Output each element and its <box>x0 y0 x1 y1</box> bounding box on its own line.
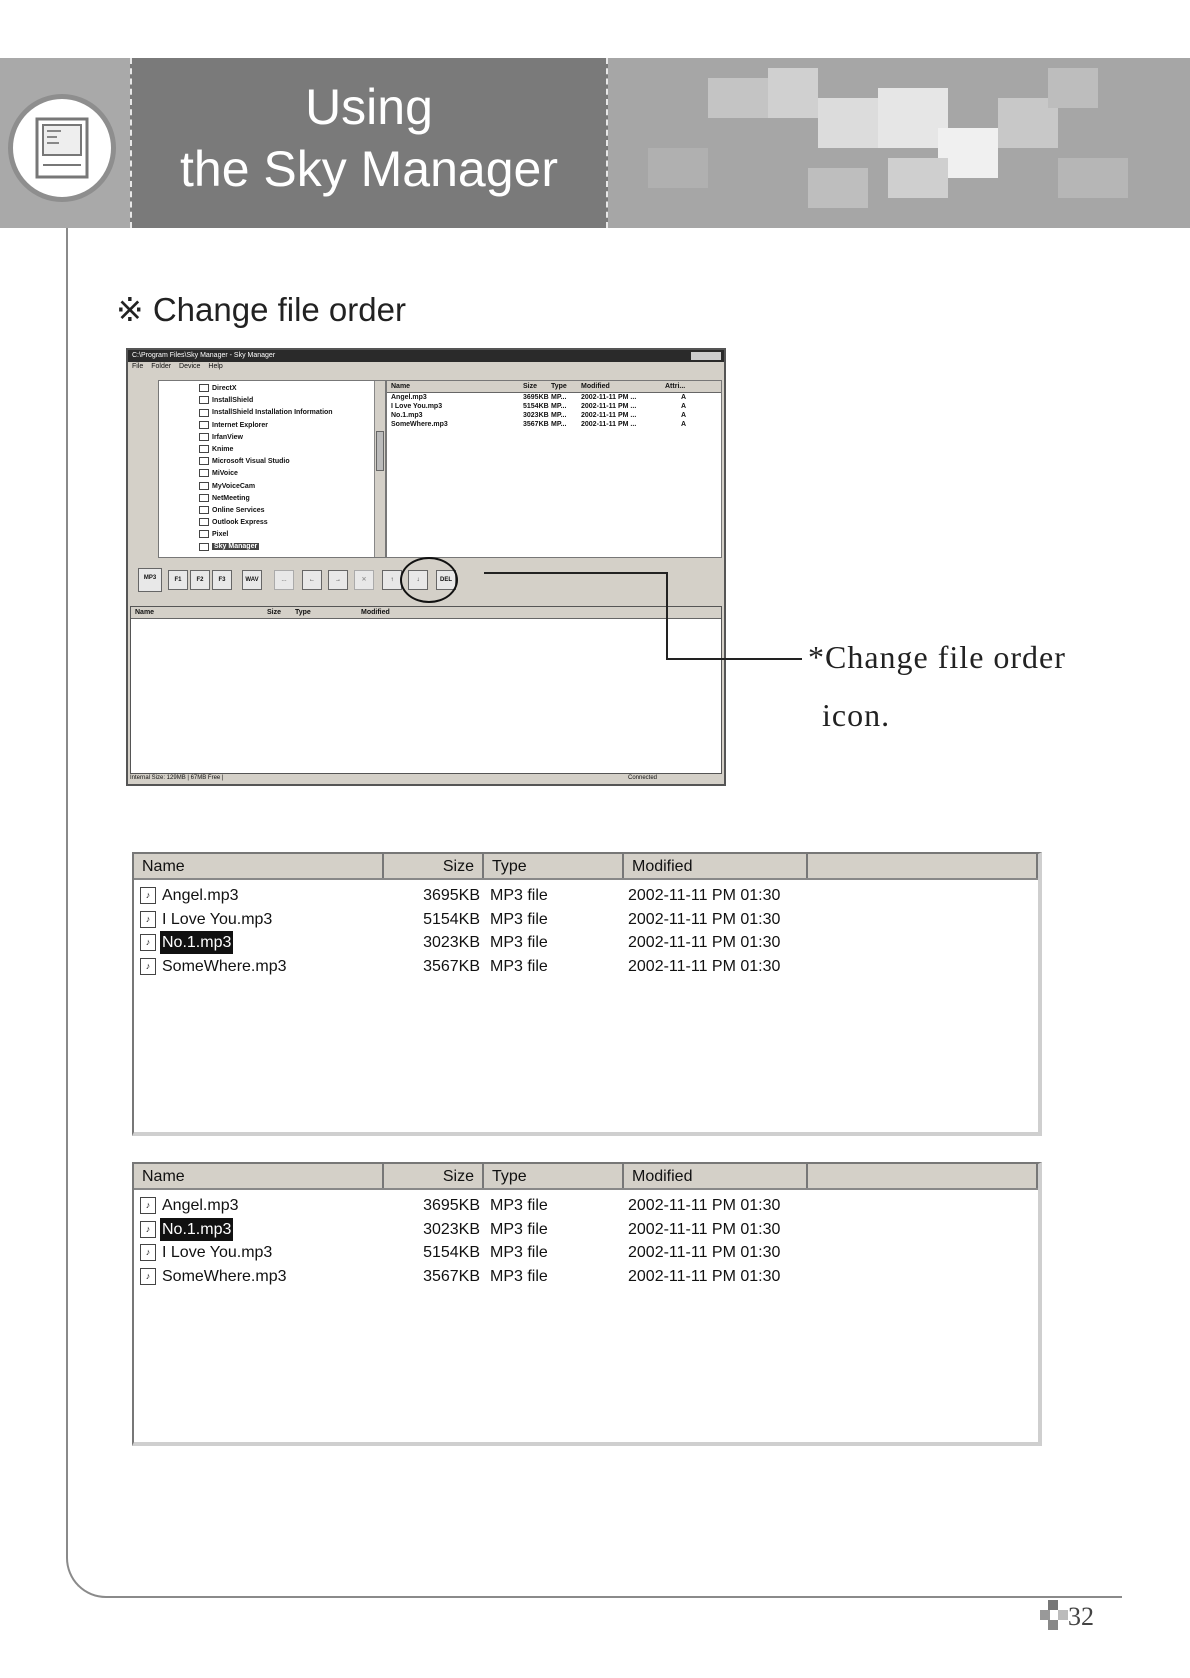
page-number: 32 <box>1068 1602 1094 1631</box>
file-size: 3023KB <box>423 934 480 951</box>
menu-device[interactable]: Device <box>179 363 201 370</box>
page-number-mark-icon <box>1040 1600 1070 1630</box>
folder-icon <box>199 506 209 514</box>
file-row[interactable] <box>134 1265 1038 1289</box>
pc-file-type: MP... <box>551 412 567 419</box>
window-titlebar <box>128 350 724 362</box>
file-type: MP3 file <box>490 1244 548 1261</box>
tree-item[interactable] <box>199 432 385 444</box>
player-col-name[interactable]: Name <box>135 609 155 616</box>
file-size: 3695KB <box>423 1197 480 1214</box>
mp3-file-icon: ♪ <box>140 1197 156 1214</box>
menu-folder[interactable]: Folder <box>151 363 172 370</box>
section-heading: ※ Change file order <box>116 291 406 328</box>
tree-item[interactable] <box>199 420 385 432</box>
title-line-1: Using <box>305 79 433 135</box>
folder-icon <box>199 396 209 404</box>
folder-icon <box>199 457 209 465</box>
callout-line-horizontal <box>666 658 802 660</box>
callout-text <box>808 628 1066 744</box>
pc-file-size: 3567KB <box>523 421 549 428</box>
pc-file-row[interactable] <box>387 411 721 420</box>
file-row[interactable] <box>134 1218 1038 1242</box>
folder-icon <box>199 543 209 551</box>
tree-scrollbar[interactable] <box>374 381 385 557</box>
sky-manager-window <box>126 348 726 786</box>
tree-item-label: NetMeeting <box>212 494 250 502</box>
file-modified: 2002-11-11 PM 01:30 <box>628 887 781 904</box>
tree-item-label: Microsoft Visual Studio <box>212 458 290 466</box>
folder-icon <box>199 518 209 526</box>
file-type: MP3 file <box>490 910 548 928</box>
pc-file-size: 5154KB <box>523 403 549 410</box>
file-size: 5154KB <box>423 1244 480 1261</box>
col-attr[interactable]: Attri... <box>665 383 686 390</box>
pc-file-name: I Love You.mp3 <box>391 403 443 410</box>
file-modified: 2002-11-11 PM 01:30 <box>628 1267 781 1285</box>
pc-file-list-header <box>387 381 721 393</box>
pc-file-size: 3695KB <box>523 394 549 401</box>
col-type[interactable]: Type <box>551 383 567 390</box>
column-header-name[interactable]: Name <box>134 1164 384 1188</box>
mp3-file-icon: ♪ <box>140 1221 156 1238</box>
pc-file-attr: A <box>681 394 687 401</box>
file-type: MP3 file <box>490 887 548 904</box>
column-header-blank[interactable] <box>808 854 1038 878</box>
column-header-modified[interactable]: Modified <box>624 1164 808 1188</box>
player-col-size[interactable]: Size <box>267 609 282 616</box>
file-name: No.1.mp3 <box>160 1218 233 1241</box>
tree-item[interactable] <box>199 444 385 456</box>
pc-file-modified: 2002-11-11 PM ... <box>581 394 637 401</box>
file-name: SomeWhere.mp3 <box>162 1267 287 1285</box>
mp3-file-icon: ♪ <box>140 934 156 951</box>
pc-file-row[interactable] <box>387 420 721 429</box>
file-name: I Love You.mp3 <box>162 1244 273 1261</box>
file-type: MP3 file <box>490 1267 548 1285</box>
column-header-blank[interactable] <box>808 1164 1038 1188</box>
pc-file-name: No.1.mp3 <box>391 412 423 419</box>
file-type: MP3 file <box>490 957 548 975</box>
column-header-size[interactable]: Size <box>384 854 484 878</box>
tree-item[interactable] <box>199 383 385 395</box>
player-file-list-header <box>131 607 721 619</box>
tree-item-label: MyVoiceCam <box>212 482 256 490</box>
pc-file-modified: 2002-11-11 PM ... <box>581 403 637 410</box>
file-type: MP3 file <box>490 1197 548 1214</box>
pc-file-size: 3023KB <box>523 412 549 419</box>
mp3-file-icon: ♪ <box>140 1244 156 1261</box>
tree-item-label: Knime <box>212 445 234 453</box>
mp3-file-icon: ♪ <box>140 887 156 904</box>
tree-item-label: DirectX <box>212 385 237 392</box>
tree-item[interactable] <box>199 481 385 493</box>
file-size: 5154KB <box>423 910 480 928</box>
tree-item-label: InstallShield <box>212 397 254 405</box>
mp3-button[interactable]: MP3 <box>138 568 162 592</box>
pc-file-type: MP... <box>551 421 567 428</box>
pc-file-list <box>386 380 722 558</box>
tree-item[interactable] <box>199 541 385 553</box>
header-banner <box>0 58 1190 228</box>
folder-icon <box>199 409 209 417</box>
file-modified: 2002-11-11 PM 01:30 <box>628 934 781 951</box>
pc-file-modified: 2002-11-11 PM ... <box>581 412 637 419</box>
file-row[interactable] <box>134 931 1038 955</box>
file-type: MP3 file <box>490 934 548 951</box>
folder-icon <box>199 530 209 538</box>
folder-icon <box>199 433 209 441</box>
pc-file-name: SomeWhere.mp3 <box>391 421 448 428</box>
pc-file-type: MP... <box>551 394 567 401</box>
file-size: 3695KB <box>423 887 480 904</box>
del-button[interactable]: DEL <box>436 570 456 590</box>
f2-button[interactable]: F2 <box>190 570 210 590</box>
file-type: MP3 file <box>490 1220 548 1238</box>
menu-file[interactable]: File <box>132 363 144 370</box>
file-name: I Love You.mp3 <box>162 910 273 928</box>
file-name: Angel.mp3 <box>162 1197 239 1214</box>
tree-item[interactable] <box>199 493 385 505</box>
list-header <box>134 854 1038 880</box>
tree-item[interactable] <box>199 517 385 529</box>
wav-button[interactable]: WAV <box>242 570 262 590</box>
callout-line <box>484 572 668 574</box>
mp3-file-icon: ♪ <box>140 911 156 928</box>
tree-item[interactable] <box>199 395 385 407</box>
file-name: Angel.mp3 <box>162 887 239 904</box>
browse-button[interactable]: ... <box>274 570 294 590</box>
pc-file-name: Angel.mp3 <box>391 394 427 401</box>
pc-file-attr: A <box>681 412 687 419</box>
title-line-2: the Sky Manager <box>180 141 558 197</box>
file-row[interactable] <box>134 955 1038 979</box>
pc-file-attr: A <box>681 421 687 428</box>
pc-file-type: MP... <box>551 403 567 410</box>
title-box <box>130 58 608 228</box>
column-header-size[interactable]: Size <box>384 1164 484 1188</box>
folder-icon <box>199 469 209 477</box>
file-size: 3567KB <box>423 957 480 975</box>
file-modified: 2002-11-11 PM 01:30 <box>628 1220 781 1238</box>
file-modified: 2002-11-11 PM 01:30 <box>628 910 781 928</box>
column-header-modified[interactable]: Modified <box>624 854 808 878</box>
banner-mosaic <box>608 58 1190 228</box>
folder-tree <box>158 380 386 558</box>
file-modified: 2002-11-11 PM 01:30 <box>628 957 781 975</box>
player-col-type[interactable]: Type <box>295 609 311 616</box>
move-up-button[interactable]: ↑ <box>382 570 402 590</box>
f1-button[interactable]: F1 <box>168 570 188 590</box>
tree-item[interactable] <box>199 407 385 419</box>
file-modified: 2002-11-11 PM 01:30 <box>628 1197 781 1214</box>
file-row[interactable] <box>134 1241 1038 1265</box>
column-header-type[interactable]: Type <box>484 854 624 878</box>
left-arrow-button[interactable]: ← <box>302 570 322 590</box>
file-row[interactable] <box>134 884 1038 908</box>
file-modified: 2002-11-11 PM 01:30 <box>628 1244 781 1261</box>
col-modified[interactable]: Modified <box>581 383 610 390</box>
pc-file-row[interactable] <box>387 393 721 402</box>
statusbar <box>128 772 724 784</box>
callout-line-vertical <box>666 572 668 660</box>
tree-item-label: Outlook Express <box>212 519 268 527</box>
status-right: Connected <box>628 775 658 781</box>
file-row[interactable] <box>134 1194 1038 1218</box>
computer-logo-icon <box>8 94 116 202</box>
status-left: Internal Size: 129MB | 67MB Free | <box>130 775 224 781</box>
callout-line-2: icon. <box>822 697 891 733</box>
tree-item-label: MiVoice <box>212 470 238 478</box>
right-arrow-button[interactable]: → <box>328 570 348 590</box>
move-down-button[interactable]: ↓ <box>408 570 428 590</box>
tree-item-label: Pixel <box>212 531 229 539</box>
col-name[interactable]: Name <box>391 383 411 390</box>
window-title: C:\Program Files\Sky Manager - Sky Manager <box>132 352 276 359</box>
file-list-after <box>132 1162 1042 1446</box>
menubar <box>128 362 724 372</box>
column-header-name[interactable]: Name <box>134 854 384 878</box>
delete-x-button[interactable]: ✕ <box>354 570 374 590</box>
tree-item-label: Sky Manager <box>214 543 258 551</box>
callout-line-1: *Change file order <box>808 639 1066 675</box>
tree-item[interactable] <box>199 505 385 517</box>
mp3-file-icon: ♪ <box>140 958 156 975</box>
folder-icon <box>199 494 209 502</box>
list-header <box>134 1164 1038 1190</box>
folder-icon <box>199 421 209 429</box>
player-file-list <box>130 606 722 774</box>
folder-icon <box>199 384 209 392</box>
file-name: No.1.mp3 <box>160 931 233 954</box>
file-row[interactable] <box>134 908 1038 932</box>
file-size: 3567KB <box>423 1267 480 1285</box>
tree-item-label: IrfanView <box>212 433 243 441</box>
tree-item-label: Internet Explorer <box>212 421 269 429</box>
tree-item[interactable] <box>199 529 385 541</box>
tree-item[interactable] <box>199 456 385 468</box>
tree-item-label: Online Services <box>212 506 265 514</box>
pc-file-modified: 2002-11-11 PM ... <box>581 421 637 428</box>
folder-icon <box>199 482 209 490</box>
highlight-circle <box>400 557 458 603</box>
pc-file-row[interactable] <box>387 402 721 411</box>
tree-item-label: InstallShield Installation Information <box>212 409 333 417</box>
player-col-modified[interactable]: Modified <box>361 609 390 616</box>
file-size: 3023KB <box>423 1220 480 1238</box>
f3-button[interactable]: F3 <box>212 570 232 590</box>
pc-file-attr: A <box>681 403 687 410</box>
column-header-type[interactable]: Type <box>484 1164 624 1188</box>
tree-item[interactable] <box>199 468 385 480</box>
file-name: SomeWhere.mp3 <box>162 957 287 975</box>
folder-icon <box>199 445 209 453</box>
page-title <box>132 76 606 200</box>
col-size[interactable]: Size <box>523 383 538 390</box>
window-controls[interactable] <box>691 352 721 360</box>
file-list-before <box>132 852 1042 1136</box>
menu-help[interactable]: Help <box>208 363 223 370</box>
mp3-file-icon: ♪ <box>140 1268 156 1285</box>
